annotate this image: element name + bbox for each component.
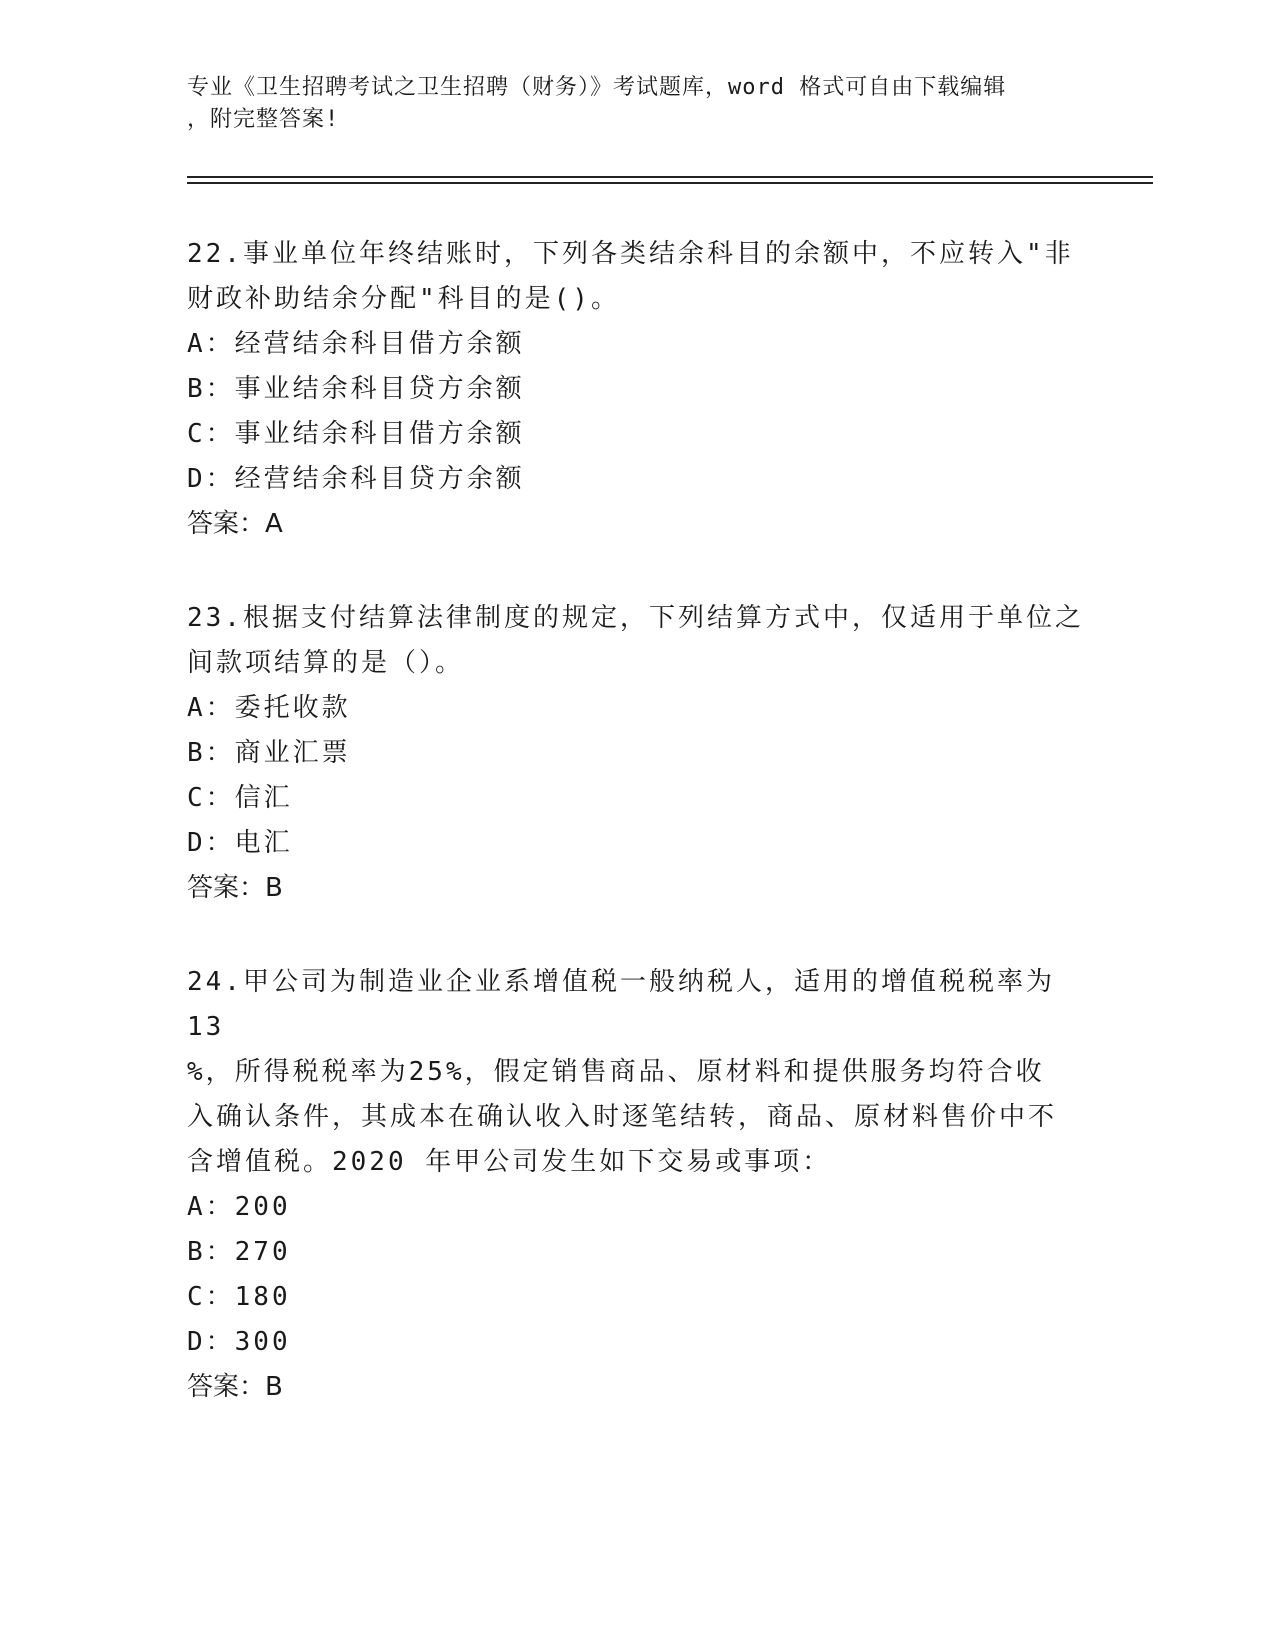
header-line-2: ，附完整答案!	[187, 107, 340, 132]
option-a: A：委托收款	[187, 693, 351, 723]
question-23	[187, 596, 1087, 911]
option-b: B：商业汇票	[187, 738, 351, 768]
question-text-line: 含增值税。2020 年甲公司发生如下交易或事项：	[187, 1147, 832, 1177]
header-line-1: 专业《卫生招聘考试之卫生招聘（财务）》考试题库，word 格式可自由下载编辑	[187, 75, 1007, 100]
answer-label: 答案：A	[187, 509, 283, 539]
option-b: B：事业结余科目贷方余额	[187, 374, 525, 404]
question-text-line: 财政补助结余分配"科目的是()。	[187, 284, 620, 314]
option-c: C：180	[187, 1282, 291, 1312]
question-text-line: 间款项结算的是（）。	[187, 648, 465, 678]
question-text-line: 入确认条件，其成本在确认收入时逐笔结转，商品、原材料售价中不	[187, 1102, 1058, 1132]
option-c: C：事业结余科目借方余额	[187, 419, 525, 449]
question-text-line: 22.事业单位年终结账时，下列各类结余科目的余额中，不应转入"非	[187, 239, 1074, 269]
option-d: D：经营结余科目贷方余额	[187, 464, 525, 494]
document-header	[187, 72, 1087, 136]
option-c: C：信汇	[187, 783, 293, 813]
header-divider-bottom	[187, 182, 1153, 184]
option-a: A：200	[187, 1192, 291, 1222]
option-b: B：270	[187, 1237, 291, 1267]
option-a: A：经营结余科目借方余额	[187, 329, 525, 359]
question-24	[187, 960, 1087, 1410]
question-text-line: %，所得税税率为25%，假定销售商品、原材料和提供服务均符合收	[187, 1057, 1045, 1087]
question-22	[187, 232, 1087, 547]
header-divider-top	[187, 176, 1153, 178]
question-text-line: 24.甲公司为制造业企业系增值税一般纳税人，适用的增值税税率为13	[187, 967, 1055, 1042]
answer-label: 答案：B	[187, 873, 283, 903]
option-d: D：电汇	[187, 828, 293, 858]
option-d: D：300	[187, 1327, 291, 1357]
answer-label: 答案：B	[187, 1372, 283, 1402]
question-text-line: 23.根据支付结算法律制度的规定，下列结算方式中，仅适用于单位之	[187, 603, 1084, 633]
